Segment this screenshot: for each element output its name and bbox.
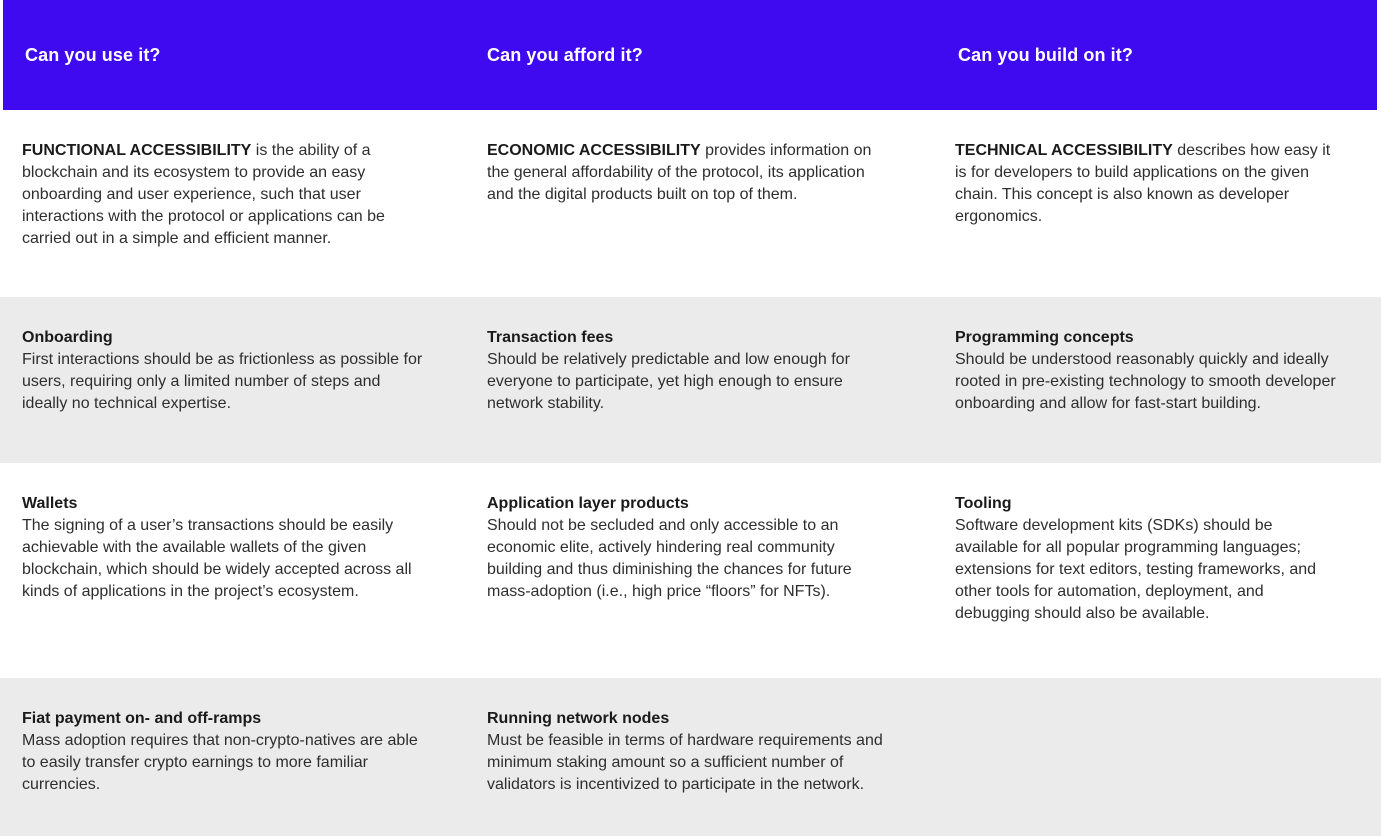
intro-lead-technical: TECHNICAL ACCESSIBILITY <box>955 142 1173 159</box>
intro-functional-accessibility <box>0 110 465 297</box>
criterion-body: Mass adoption requires that non-crypto-natives are able to easily transfer crypto earnings to more familiar currencies. <box>22 732 418 793</box>
criterion-body: Should be relatively predictable and low enough for everyone to participate, yet high enough to ensure network stability. <box>487 351 850 412</box>
criterion-wallets <box>0 463 465 678</box>
intro-economic-accessibility <box>465 110 930 297</box>
intro-lead-economic: ECONOMIC ACCESSIBILITY <box>487 142 701 159</box>
criterion-title: Running network nodes <box>487 710 670 727</box>
criterion-application-layer-products <box>465 463 930 678</box>
intro-text-functional: is the ability of a blockchain and its ecosystem to provide an easy onboarding and user experience, such that user interactions with the protocol or applications can be carried out in a simple and efficient manner. <box>22 142 385 247</box>
criterion-body: The signing of a user’s transactions should be easily achievable with the available wallets of the given blockchain, which should be widely accepted across all kinds of applications in the project’s ecosystem. <box>22 517 412 600</box>
criterion-title: Wallets <box>22 495 78 512</box>
criterion-onboarding <box>0 297 465 463</box>
column-header-can-you-build-on-it: Can you build on it? <box>958 44 1133 65</box>
empty-cell <box>930 678 1381 836</box>
intro-row <box>0 110 1381 297</box>
criterion-title: Tooling <box>955 495 1012 512</box>
intro-text-technical: describes how easy it is for developers to build applications on the given chain. This concept is also known as developer ergonomics. <box>955 142 1331 225</box>
criteria-row-1 <box>0 297 1381 463</box>
criterion-body: Should not be secluded and only accessible to an economic elite, actively hindering real community building and thus diminishing the chances for future mass-adoption (i.e., high price “floors” for NFTs). <box>487 517 852 600</box>
table-header-bar <box>3 0 1377 110</box>
intro-technical-accessibility <box>930 110 1381 297</box>
criterion-title: Fiat payment on- and off-ramps <box>22 710 262 727</box>
intro-lead-functional: FUNCTIONAL ACCESSIBILITY <box>22 142 252 159</box>
criterion-title: Application layer products <box>487 495 689 512</box>
column-header-can-you-afford-it: Can you afford it? <box>487 44 643 65</box>
criterion-tooling <box>930 463 1381 678</box>
criteria-row-3 <box>0 678 1381 836</box>
criterion-title: Onboarding <box>22 329 113 346</box>
criterion-running-network-nodes <box>465 678 930 836</box>
intro-text-economic: provides information on the general affordability of the protocol, its application and the digital products built on top of them. <box>487 142 872 203</box>
column-header-can-you-use-it: Can you use it? <box>25 44 161 65</box>
criterion-body: Must be feasible in terms of hardware requirements and minimum staking amount so a sufficient number of validators is incentivized to participate in the network. <box>487 732 883 793</box>
criterion-programming-concepts <box>930 297 1381 463</box>
criterion-body: Software development kits (SDKs) should be available for all popular programming languages; extensions for text editors, testing frameworks, and other tools for automation, deployment, and debugging should also be available. <box>955 517 1317 622</box>
criterion-transaction-fees <box>465 297 930 463</box>
criterion-title: Programming concepts <box>955 329 1134 346</box>
criterion-body: Should be understood reasonably quickly and ideally rooted in pre-existing technology to smooth developer onboarding and allow for fast-start building. <box>955 351 1336 412</box>
criterion-title: Transaction fees <box>487 329 614 346</box>
criterion-fiat-ramps <box>0 678 465 836</box>
criteria-row-2 <box>0 463 1381 678</box>
criterion-body: First interactions should be as frictionless as possible for users, requiring only a limited number of steps and ideally no technical expertise. <box>22 351 423 412</box>
